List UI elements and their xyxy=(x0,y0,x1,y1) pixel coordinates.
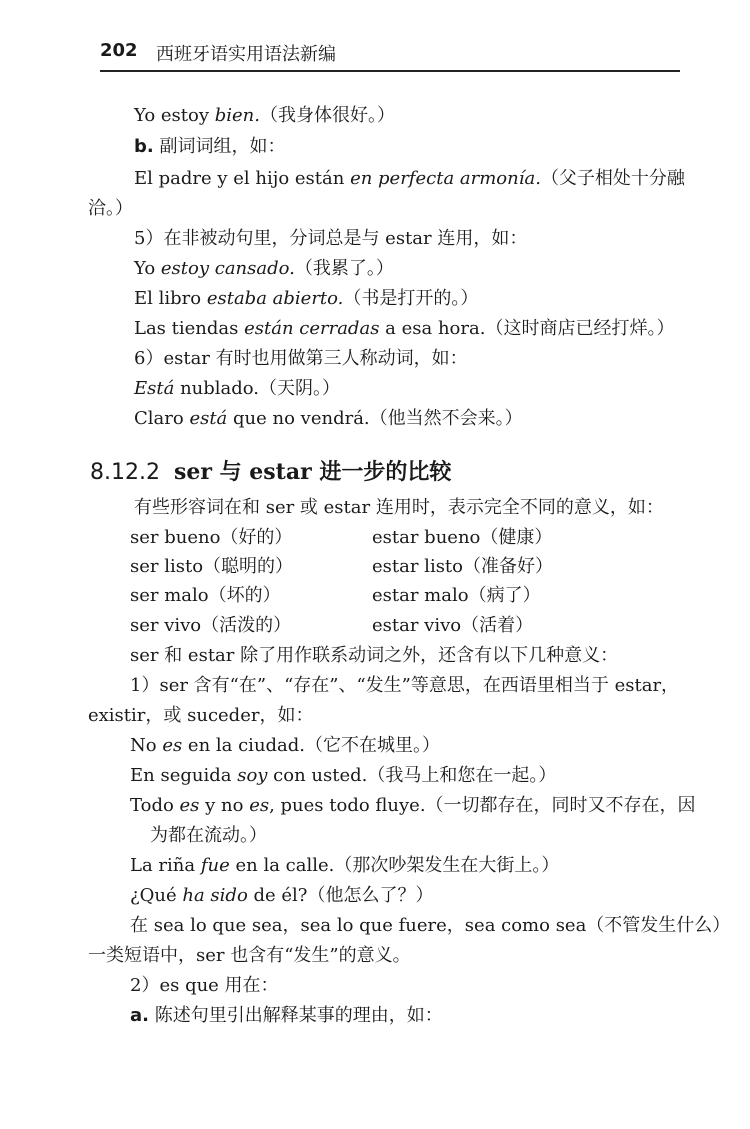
example-line xyxy=(130,734,440,758)
text-segment: , pues todo fluye.（一切都存在，同时又不存在，因 xyxy=(269,795,696,816)
example-line xyxy=(134,407,523,431)
section-title: ser 与 estar 进一步的比较 xyxy=(173,459,452,485)
example-line xyxy=(130,764,556,788)
page-header xyxy=(100,38,680,72)
italic-segment: soy xyxy=(237,765,268,786)
example-line xyxy=(134,377,340,401)
text-segment: La riña xyxy=(130,855,201,876)
section-number: 8.12.2 xyxy=(90,460,160,485)
italic-segment: es xyxy=(162,735,183,756)
comparison-row xyxy=(130,555,690,579)
comparison-right: estar bueno（健康） xyxy=(372,527,553,548)
comparison-left: ser malo（坏的） xyxy=(130,585,281,606)
subpoint-line xyxy=(130,1004,443,1028)
example-line xyxy=(130,854,559,878)
italic-segment: Está xyxy=(134,378,175,399)
continuation-line: 为都在流动。） xyxy=(150,825,267,846)
italic-segment: es xyxy=(249,795,270,816)
text-segment: Yo estoy xyxy=(134,105,215,126)
italic-segment: estoy cansado. xyxy=(160,258,295,279)
text-segment: Claro xyxy=(134,408,190,429)
text-segment: Las tiendas xyxy=(134,318,245,339)
intro-line: 有些形容词在和 ser 或 estar 连用时，表示完全不同的意义，如： xyxy=(134,497,664,518)
comparison-left: ser vivo（活泼的） xyxy=(130,615,292,636)
comparison-right: estar malo（病了） xyxy=(372,585,541,606)
example-line xyxy=(134,167,685,191)
comparison-row xyxy=(130,584,690,608)
continuation-line: existir，或 suceder，如： xyxy=(88,705,314,726)
section-heading xyxy=(90,458,451,487)
comparison-left: ser listo（聪明的） xyxy=(130,556,294,577)
text-segment: en la ciudad.（它不在城里。） xyxy=(182,735,441,756)
italic-segment: ha sido xyxy=(182,885,248,906)
text-segment: de él?（他怎么了？） xyxy=(247,885,434,906)
italic-segment: fue xyxy=(200,855,230,876)
comparison-row xyxy=(130,526,690,550)
book-title: 西班牙语实用语法新编 xyxy=(156,44,336,65)
italic-segment: es xyxy=(179,795,200,816)
text-segment: （我累了。） xyxy=(294,258,394,279)
text-segment: En seguida xyxy=(130,765,238,786)
italic-segment: bien. xyxy=(214,105,260,126)
comparison-row xyxy=(130,614,690,638)
continuation-line: 一类短语中，ser 也含有“发生”的意义。 xyxy=(88,945,411,966)
text-segment: El libro xyxy=(134,288,207,309)
text-segment: （父子相处十分融 xyxy=(540,168,685,189)
text-segment: Yo xyxy=(134,258,161,279)
subpoint-line xyxy=(134,135,285,159)
rule-line: 2）es que 用在： xyxy=(130,975,279,996)
italic-segment: están cerradas xyxy=(244,318,380,339)
example-line xyxy=(134,317,674,341)
text-segment: Todo xyxy=(130,795,180,816)
rule-line: 1）ser 含有“在”、“存在”、“发生”等意思，在西语里相当于 estar， xyxy=(130,675,680,696)
rule-line: 6）estar 有时也用做第三人称动词，如： xyxy=(134,348,468,369)
intro-line: ser 和 estar 除了用作联系动词之外，还含有以下几种意义： xyxy=(130,645,619,666)
italic-segment: en perfecta armonía. xyxy=(350,168,541,189)
continuation-line: 洽。） xyxy=(88,198,133,219)
italic-segment: estaba abierto. xyxy=(206,288,344,309)
comparison-right: estar listo（准备好） xyxy=(372,556,554,577)
text-segment: en la calle.（那次吵架发生在大街上。） xyxy=(229,855,560,876)
example-line xyxy=(130,794,696,818)
comparison-left: ser bueno（好的） xyxy=(130,527,293,548)
example-line xyxy=(134,287,478,311)
example-line xyxy=(130,884,433,908)
text-segment: nublado.（天阴。） xyxy=(174,378,341,399)
subpoint-label: b. xyxy=(134,136,154,157)
page-number: 202 xyxy=(100,40,138,61)
example-line xyxy=(134,257,394,281)
text-segment: a esa hora.（这时商店已经打烊。） xyxy=(379,318,675,339)
rule-line: 5）在非被动句里，分词总是与 estar 连用，如： xyxy=(134,228,528,249)
comparison-right: estar vivo（活着） xyxy=(372,615,534,636)
paragraph-line: 在 sea lo que sea，sea lo que fuere，sea como sea（不管发生什么） xyxy=(130,915,731,936)
text-segment: y no xyxy=(199,795,250,816)
subpoint-label: a. xyxy=(130,1005,149,1026)
text-segment: El padre y el hijo están xyxy=(134,168,351,189)
italic-segment: está xyxy=(189,408,228,429)
text-segment: que no vendrá.（他当然不会来。） xyxy=(227,408,523,429)
text-segment: 副词词组，如： xyxy=(153,136,286,157)
example-line xyxy=(134,104,395,128)
text-segment: ¿Qué xyxy=(130,885,183,906)
text-segment: 陈述句里引出解释某事的理由，如： xyxy=(148,1005,443,1026)
text-segment: No xyxy=(130,735,163,756)
text-segment: （书是打开的。） xyxy=(343,288,479,309)
text-segment: con usted.（我马上和您在一起。） xyxy=(267,765,557,786)
text-segment: （我身体很好。） xyxy=(259,105,395,126)
